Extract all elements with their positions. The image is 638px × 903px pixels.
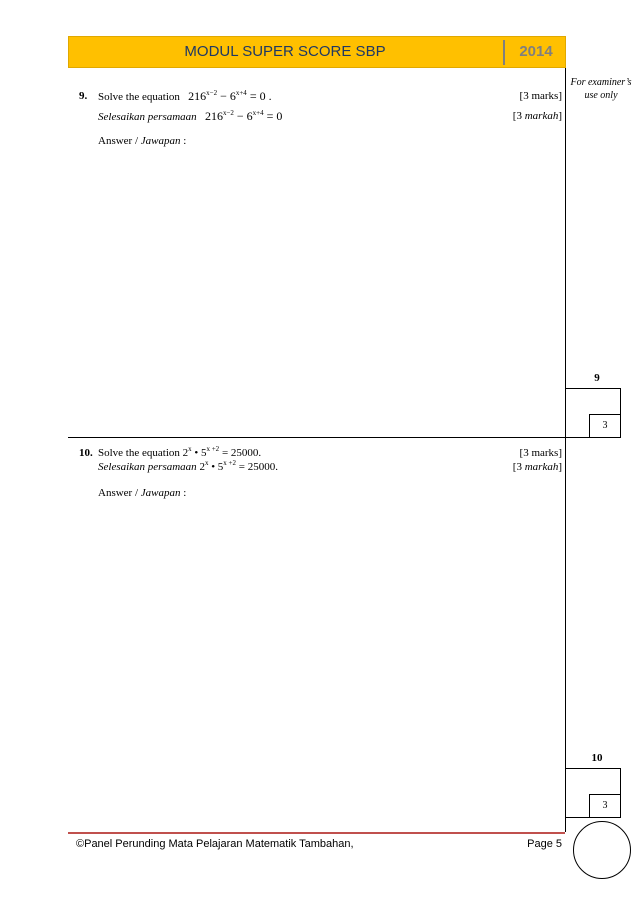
q9-eq-tail-ms: = 0 xyxy=(266,109,283,123)
q9-marks-en: [3 marks] xyxy=(519,90,562,102)
q9-eq-minus: − 6 xyxy=(220,89,236,103)
question-divider xyxy=(68,437,565,438)
q9-eq-base: 216 xyxy=(188,89,207,103)
q10-eq-b-exp: x +2 xyxy=(206,445,220,453)
q10-answer-colon: : xyxy=(183,487,187,499)
examiner-column-rule xyxy=(565,68,566,832)
q10-marks-ms-word: markah xyxy=(524,461,559,473)
q10-marks-en: [3 marks] xyxy=(519,447,562,459)
q10-number: 10. xyxy=(79,447,93,459)
q10-eq-b-exp-ms: x +2 xyxy=(223,459,236,467)
q9-number: 9. xyxy=(79,90,88,102)
q9-answer-en: Answer / xyxy=(98,135,139,147)
q10-eq-dot-ms: • xyxy=(211,461,216,473)
q9-eq-exp2: x+4 xyxy=(235,89,247,97)
q9-eq-base-ms: 216 xyxy=(204,109,223,123)
q10-eq-a-ms: 2 xyxy=(199,461,205,473)
page-number: Page 5 xyxy=(527,838,562,850)
q9-marks-ms-word: markah xyxy=(524,110,559,122)
total-score-circle xyxy=(573,821,631,879)
q9-prompt-en-text: Solve the equation xyxy=(98,91,180,103)
q9-prompt-en xyxy=(98,89,272,104)
header-divider xyxy=(503,40,505,65)
header-banner xyxy=(68,36,566,68)
q10-eq-b-ms: 5 xyxy=(217,461,224,473)
q9-eq-exp2-ms: x+4 xyxy=(252,109,264,117)
q10-eq-a: 2 xyxy=(182,447,189,459)
q10-marks-ms-open: [3 xyxy=(512,461,522,473)
header-year: 2014 xyxy=(519,43,553,60)
q9-equation-ms xyxy=(205,109,282,123)
q9-answer-ms: Jawapan xyxy=(140,135,181,147)
q10-marks-ms xyxy=(440,460,562,474)
q9-eq-minus-ms: − 6 xyxy=(236,109,253,123)
q9-marks-ms-open: [3 xyxy=(512,110,522,122)
q9-eq-tail: = 0 . xyxy=(249,89,272,103)
q9-answer-label xyxy=(98,134,186,148)
q10-prompt-en-text: Solve the equation xyxy=(98,447,180,459)
q10-score-value: 3 xyxy=(589,794,621,818)
q10-equation-en xyxy=(183,447,262,459)
q10-eq-dot: • xyxy=(194,447,199,459)
q10-equation-ms xyxy=(199,461,278,473)
q10-eq-tail-ms: = 25000. xyxy=(238,461,278,473)
q10-prompt-ms xyxy=(98,460,278,474)
examiner-note: For examiner’s use only xyxy=(570,77,632,101)
q9-score-label: 9 xyxy=(594,372,600,384)
q9-marks-ms-close: ] xyxy=(558,110,562,122)
q10-score-label: 10 xyxy=(591,752,603,764)
q9-prompt-ms-text: Selesaikan persamaan xyxy=(98,111,197,123)
q9-marks-ms xyxy=(440,109,562,123)
q9-answer-colon: : xyxy=(183,135,187,147)
q10-answer-label xyxy=(98,486,186,500)
footer-rule xyxy=(68,832,565,834)
q9-equation-en xyxy=(188,89,271,103)
q9-score-value: 3 xyxy=(589,414,621,438)
q10-answer-ms: Jawapan xyxy=(140,487,181,499)
footer-credit: ©Panel Perunding Mata Pelajaran Matematik Tambahan, xyxy=(76,838,354,850)
q10-marks-ms-close: ] xyxy=(558,461,562,473)
q10-eq-a-exp: x xyxy=(188,445,192,453)
q10-eq-b: 5 xyxy=(200,447,207,459)
q10-eq-tail: = 25000. xyxy=(221,447,262,459)
q10-eq-a-exp-ms: x xyxy=(204,459,209,467)
header-title: MODUL SUPER SCORE SBP xyxy=(184,43,386,60)
q10-prompt-en xyxy=(98,446,261,460)
q10-prompt-ms-text: Selesaikan persamaan xyxy=(98,461,197,473)
q9-prompt-ms xyxy=(98,109,282,124)
q9-eq-exp1-ms: x−2 xyxy=(222,109,234,117)
q9-eq-exp1: x−2 xyxy=(206,89,218,97)
q10-answer-en: Answer / xyxy=(98,487,139,499)
